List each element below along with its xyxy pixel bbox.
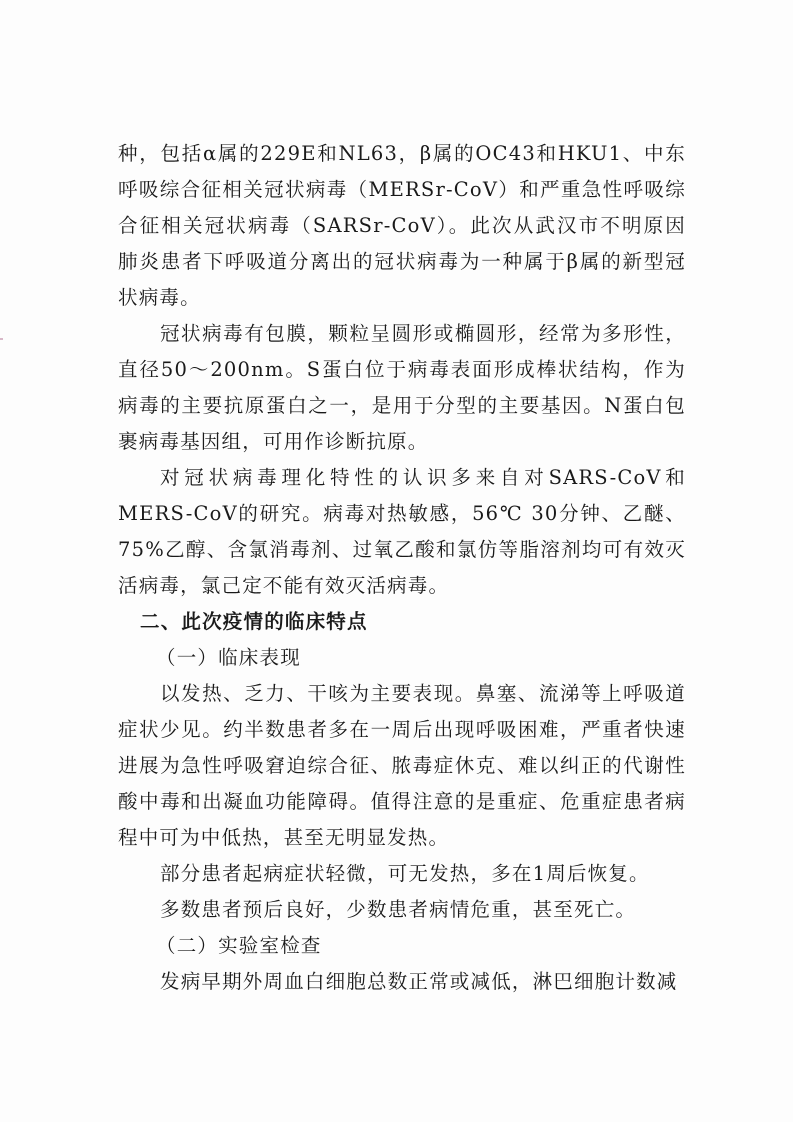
paragraph-clinical-symptoms: 以发热、乏力、干咳为主要表现。鼻塞、流涕等上呼吸道症状少见。约半数患者多在一周后出现呼吸困难，严重者快速进展为急性呼吸窘迫综合征、脓毒症休克、难以纠正的代谢性酸中毒和出凝血功能障碍。值得注意的是重症、危重症患者病程中可为中低热，甚至无明显发热。 [118,682,686,849]
subsection-heading-clinical: （一）临床表现 [156,646,301,669]
section-heading: 二、此次疫情的临床特点 [140,610,368,633]
scan-edge-mark [0,338,3,340]
paragraph-mild-cases: 部分患者起病症状轻微，可无发热，多在1周后恢复。 [160,862,650,885]
paragraph-lab-findings: 发病早期外周血白细胞总数正常或减低，淋巴细胞计数减 [160,970,678,993]
document-body [118,136,686,1000]
paragraph-physicochemical: 对冠状病毒理化特性的认识多来自对SARS-CoV和MERS-CoV的研究。病毒对热敏感，56℃ 30分钟、乙醚、75%乙醇、含氯消毒剂、过氧乙酸和氯仿等脂溶剂均可有效灭活病毒，氯己定不能有效灭活病毒。 [118,466,686,597]
paragraph-coronavirus-genera: 种，包括α属的229E和NL63，β属的OC43和HKU1、中东呼吸综合征相关冠状病毒（MERSr-CoV）和严重急性呼吸综合征相关冠状病毒（SARSr-CoV）。此次从武汉市不明原因肺炎患者下呼吸道分离出的冠状病毒为一种属于β属的新型冠状病毒。 [118,142,686,309]
subsection-heading-lab: （二）实验室检查 [156,934,322,957]
paragraph-virus-structure: 冠状病毒有包膜，颗粒呈圆形或椭圆形，经常为多形性，直径50～200nm。S蛋白位于病毒表面形成棒状结构，作为病毒的主要抗原蛋白之一，是用于分型的主要基因。N蛋白包裹病毒基因组，可用作诊断抗原。 [118,322,686,453]
paragraph-prognosis: 多数患者预后良好，少数患者病情危重，甚至死亡。 [160,898,637,921]
